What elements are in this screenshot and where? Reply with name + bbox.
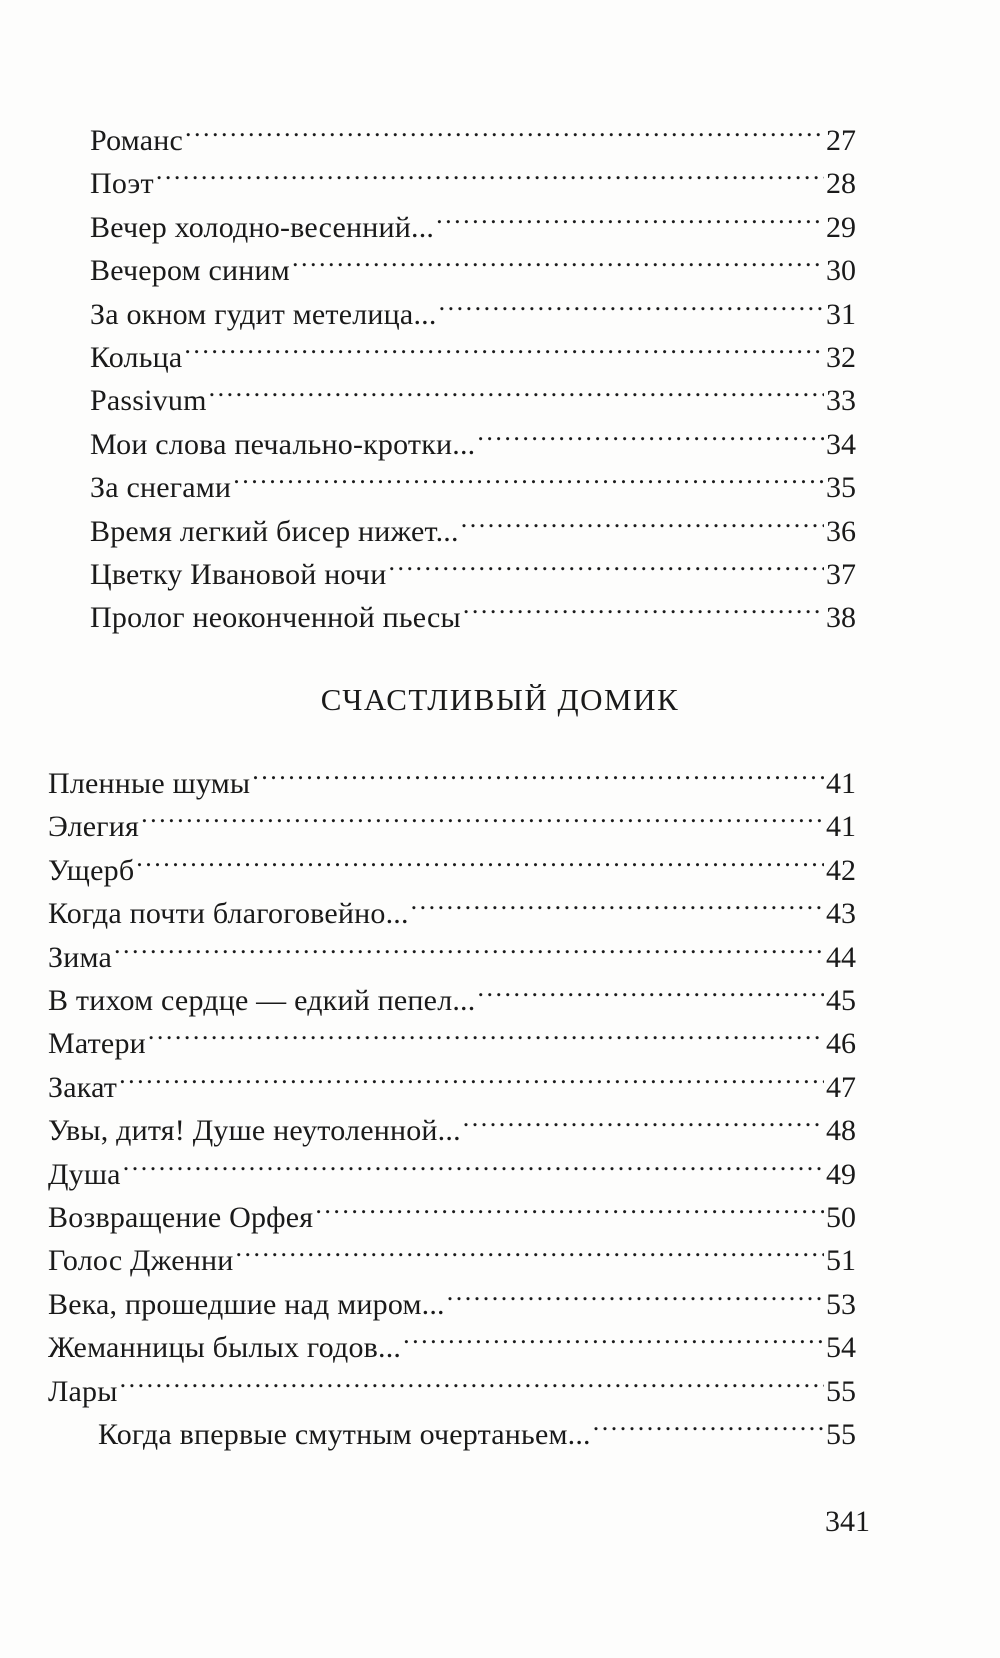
toc-entry-title: За снегами xyxy=(90,471,232,505)
dot-leader xyxy=(439,284,824,324)
toc-entry-title: Жеманницы былых годов... xyxy=(48,1331,402,1365)
toc-entry-page: 42 xyxy=(826,853,856,887)
toc-entry-page: 45 xyxy=(826,984,856,1017)
dot-leader xyxy=(209,370,824,410)
toc-entry-page: 55 xyxy=(826,1374,856,1408)
toc-entry xyxy=(90,153,856,201)
toc-entry-page: 50 xyxy=(826,1201,856,1234)
toc-entry-page: 44 xyxy=(826,940,856,974)
dot-leader xyxy=(463,1100,824,1140)
toc-entry-title: Поэт xyxy=(90,167,154,201)
toc-entry xyxy=(48,1013,856,1061)
toc-entry-page: 51 xyxy=(826,1244,856,1278)
toc-entry-title: Увы, дитя! Душе неутоленной... xyxy=(48,1114,461,1148)
toc-entry xyxy=(90,457,856,505)
toc-entry xyxy=(48,1230,856,1278)
toc-entry-title: Вечером синим xyxy=(90,254,290,288)
toc-entry-page: 46 xyxy=(826,1027,856,1061)
toc-entry xyxy=(48,1361,856,1408)
toc-entry-page: 32 xyxy=(826,341,856,374)
toc-entry-page: 37 xyxy=(826,558,856,591)
toc-entry-title: Пролог неоконченной пьесы xyxy=(90,601,461,635)
toc-entry-title: Романс xyxy=(90,124,184,157)
toc-entry-page: 34 xyxy=(826,427,856,461)
dot-leader xyxy=(403,1317,824,1357)
dot-leader xyxy=(141,796,824,836)
toc-entry-page: 49 xyxy=(826,1157,856,1191)
dot-leader xyxy=(292,240,824,280)
toc-entry-page: 41 xyxy=(826,767,856,800)
dot-leader xyxy=(156,153,824,193)
toc-entry-page: 27 xyxy=(826,124,856,157)
toc-entry-page: 33 xyxy=(826,384,856,418)
toc-entry-page: 36 xyxy=(826,514,856,548)
dot-leader xyxy=(411,883,824,923)
toc-entry-title: Голос Дженни xyxy=(48,1244,234,1278)
toc-entry xyxy=(48,1057,856,1104)
toc-entry-title: Цветку Ивановой ночи xyxy=(90,558,387,591)
toc-entry xyxy=(90,110,856,157)
dot-leader xyxy=(184,327,824,367)
toc-entry-page: 28 xyxy=(826,167,856,201)
toc-entry-page: 43 xyxy=(826,897,856,931)
toc-entry-page: 38 xyxy=(826,601,856,635)
dot-leader xyxy=(236,1230,824,1270)
toc-entry xyxy=(48,970,856,1017)
toc-entry-title: Время легкий бисер нижет... xyxy=(90,514,459,548)
toc-entry xyxy=(90,587,856,635)
dot-leader xyxy=(463,587,824,627)
toc-entry-title: Когда впервые смутным очертаньем... xyxy=(98,1418,591,1451)
toc-entry-page: 30 xyxy=(826,254,856,288)
toc-entry-title: Матери xyxy=(48,1027,146,1061)
toc-entry xyxy=(48,840,856,887)
toc-entry xyxy=(90,501,856,548)
toc-entry-title: Элегия xyxy=(48,810,140,844)
toc-entry-title: Passivum xyxy=(90,384,207,418)
toc-entry-title: Зима xyxy=(48,940,112,974)
dot-leader xyxy=(477,414,824,454)
dot-leader xyxy=(185,110,824,150)
dot-leader xyxy=(477,970,824,1010)
dot-leader xyxy=(123,1144,824,1184)
toc-entry xyxy=(48,1187,856,1234)
toc-entry xyxy=(90,327,856,374)
dot-leader xyxy=(593,1404,824,1444)
toc-entry-title: Вечер холодно-весенний... xyxy=(90,210,435,244)
toc-entry-title: Возвращение Орфея xyxy=(48,1201,314,1234)
dot-leader xyxy=(388,544,824,584)
toc-entry xyxy=(48,1274,856,1321)
toc-entry-title: За окном гудит метелица... xyxy=(90,297,437,331)
dot-leader xyxy=(136,840,824,880)
toc-entry-page: 47 xyxy=(826,1070,856,1104)
toc-entry-page: 54 xyxy=(826,1331,856,1365)
toc-entry-title: Ущерб xyxy=(48,853,135,887)
toc-entry-page: 41 xyxy=(826,810,856,844)
toc-entry xyxy=(90,414,856,461)
toc-entry-title: Века, прошедшие над миром... xyxy=(48,1287,445,1321)
toc-entry-title: Когда почти благоговейно... xyxy=(48,897,409,931)
toc-entry-page: 29 xyxy=(826,210,856,244)
toc-entry-title: В тихом сердце — едкий пепел... xyxy=(48,984,476,1017)
toc-entry-page: 48 xyxy=(826,1114,856,1148)
toc-entry-page: 31 xyxy=(826,297,856,331)
dot-leader xyxy=(120,1361,824,1401)
section-heading: СЧАСТЛИВЫЙ ДОМИК xyxy=(320,682,680,717)
dot-leader xyxy=(148,1013,824,1053)
toc-entry-title: Закат xyxy=(48,1070,118,1104)
dot-leader xyxy=(461,501,824,541)
dot-leader xyxy=(233,457,824,497)
toc-entry-title: Мои слова печально-кротки... xyxy=(90,427,476,461)
toc-entry xyxy=(48,883,856,931)
dot-leader xyxy=(119,1057,824,1097)
toc-entry xyxy=(48,796,856,844)
dot-leader xyxy=(436,197,824,237)
page-number: 341 xyxy=(825,1505,870,1538)
toc-entry-page: 53 xyxy=(826,1287,856,1321)
toc-entry-page: 55 xyxy=(826,1418,856,1451)
toc-entry xyxy=(90,197,856,244)
dot-leader xyxy=(252,753,824,793)
dot-leader xyxy=(114,927,824,967)
toc-entry-title: Душа xyxy=(48,1157,121,1191)
toc-entry-title: Пленные шумы xyxy=(48,767,251,800)
toc-entry-title: Кольца xyxy=(90,341,183,374)
toc-entry xyxy=(48,1144,856,1191)
dot-leader xyxy=(315,1187,824,1227)
toc-entry xyxy=(48,1317,856,1365)
toc-entry xyxy=(90,284,856,331)
toc-entry xyxy=(48,1100,856,1148)
dot-leader xyxy=(447,1274,824,1314)
toc-entry-page: 35 xyxy=(826,471,856,505)
toc-entry xyxy=(48,753,856,800)
toc-entry xyxy=(98,1404,856,1451)
toc-entry xyxy=(90,370,856,418)
toc-entry xyxy=(90,240,856,288)
toc-entry-title: Лары xyxy=(48,1374,118,1408)
toc-entry xyxy=(90,544,856,591)
toc-entry xyxy=(48,927,856,974)
